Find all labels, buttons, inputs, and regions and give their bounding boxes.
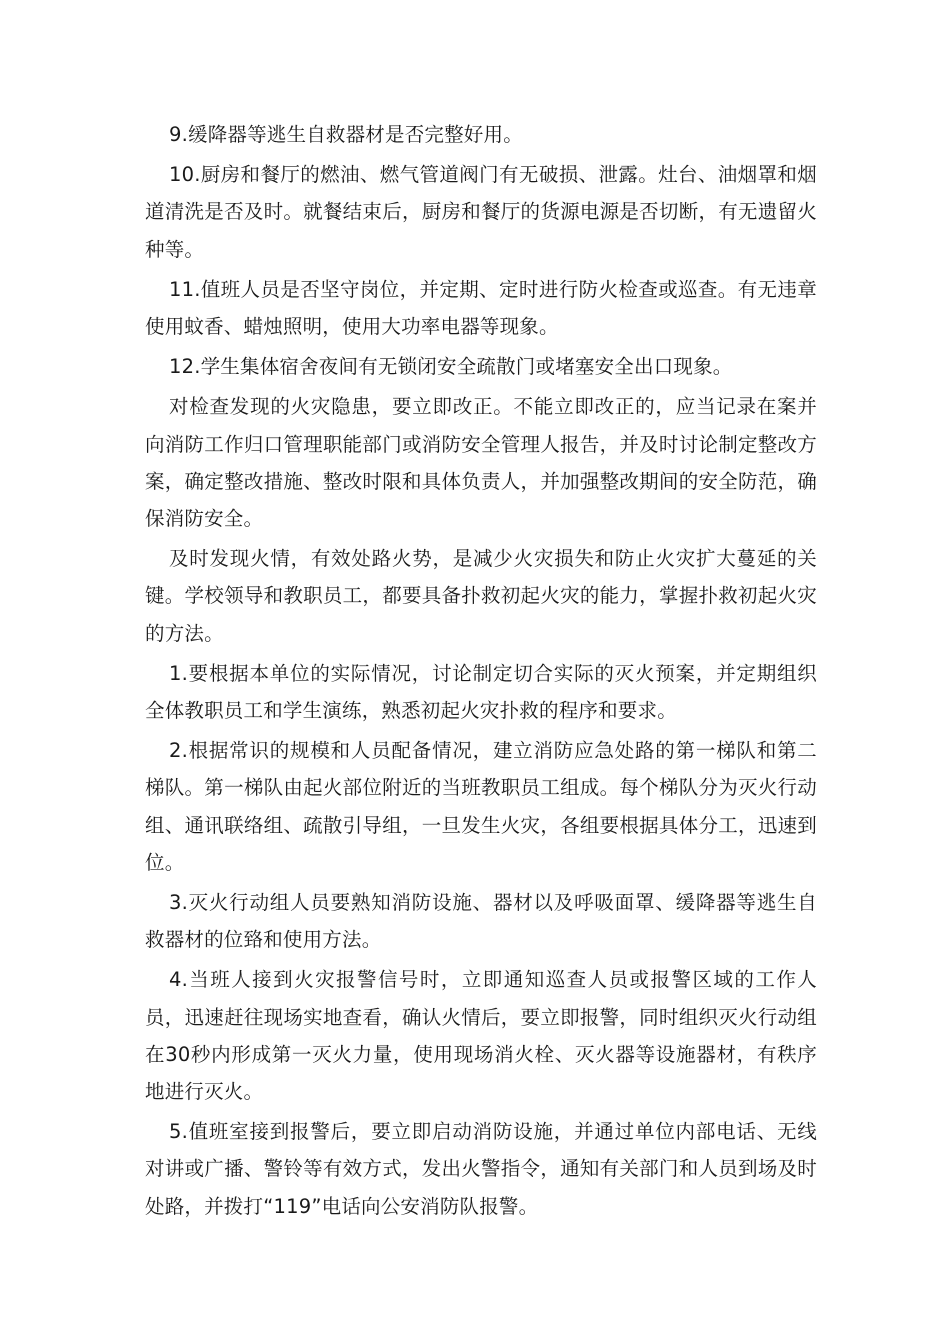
paragraph-item-12: 12.学生集体宿舍夜间有无锁闭安全疏散门或堵塞安全出口现象。 — [169, 355, 733, 379]
paragraph-item-11: 11.值班人员是否坚守岗位，并定期、定时进行防火检查或巡查。有无违章使用蚊香、蜡烛照明，使用大功率电器等现象。 — [145, 277, 817, 339]
paragraph-step-5: 5.值班室接到报警后，要立即启动消防设施，并通过单位内部电话、无线对讲或广播、警铃等有效方式，发出火警指令，通知有关部门和人员到场及时处路，并拨打“119”电话向公安消防队报警。 — [145, 1120, 817, 1218]
paragraph-step-2: 2.根据常识的规模和人员配备情况，建立消防应急处路的第一梯队和第二梯队。第一梯队由起火部位附近的当班教职员工组成。每个梯队分为灭火行动组、通讯联络组、疏散引导组，一旦发生火灾，各组要根据具体分工，迅速到位。 — [145, 739, 817, 874]
paragraph-step-4: 4.当班人接到火灾报警信号时，立即通知巡查人员或报警区域的工作人员，迅速赶往现场实地查看，确认火情后，要立即报警，同时组织灭火行动组在30秒内形成第一灭火力量，使用现场消火栓、灭火器等设施器材，有秩序地进行灭火。 — [145, 968, 817, 1104]
document-body — [145, 116, 817, 1228]
paragraph-hazard-rectification: 对检查发现的火灾隐患，要立即改正。不能立即改正的，应当记录在案并向消防工作归口管理职能部门或消防安全管理人报告，并及时讨论制定整改方案，确定整改措施、整改时限和具体负责人，并加强整改期间的安全防范，确保消防安全。 — [145, 395, 817, 531]
paragraph-item-9: 9.缓降器等逃生自救器材是否完整好用。 — [169, 123, 523, 146]
paragraph-step-3: 3.灭火行动组人员要熟知消防设施、器材以及呼吸面罩、缓降器等逃生自救器材的位臵和使用方法。 — [145, 891, 817, 952]
paragraph-fire-response-intro: 及时发现火情，有效处路火势，是减少火灾损失和防止火灾扩大蔓延的关键。学校领导和教职员工，都要具备扑救初起火灾的能力，掌握扑救初起火灾的方法。 — [145, 547, 817, 645]
paragraph-item-10: 10.厨房和餐厅的燃油、燃气管道阀门有无破损、泄露。灶台、油烟罩和烟道清洗是否及时。就餐结束后，厨房和餐厅的货源电源是否切断，有无遗留火种等。 — [145, 163, 817, 261]
paragraph-step-1: 1.要根据本单位的实际情况，讨论制定切合实际的灭火预案，并定期组织全体教职员工和学生演练，熟悉初起火灾扑救的程序和要求。 — [145, 661, 817, 723]
